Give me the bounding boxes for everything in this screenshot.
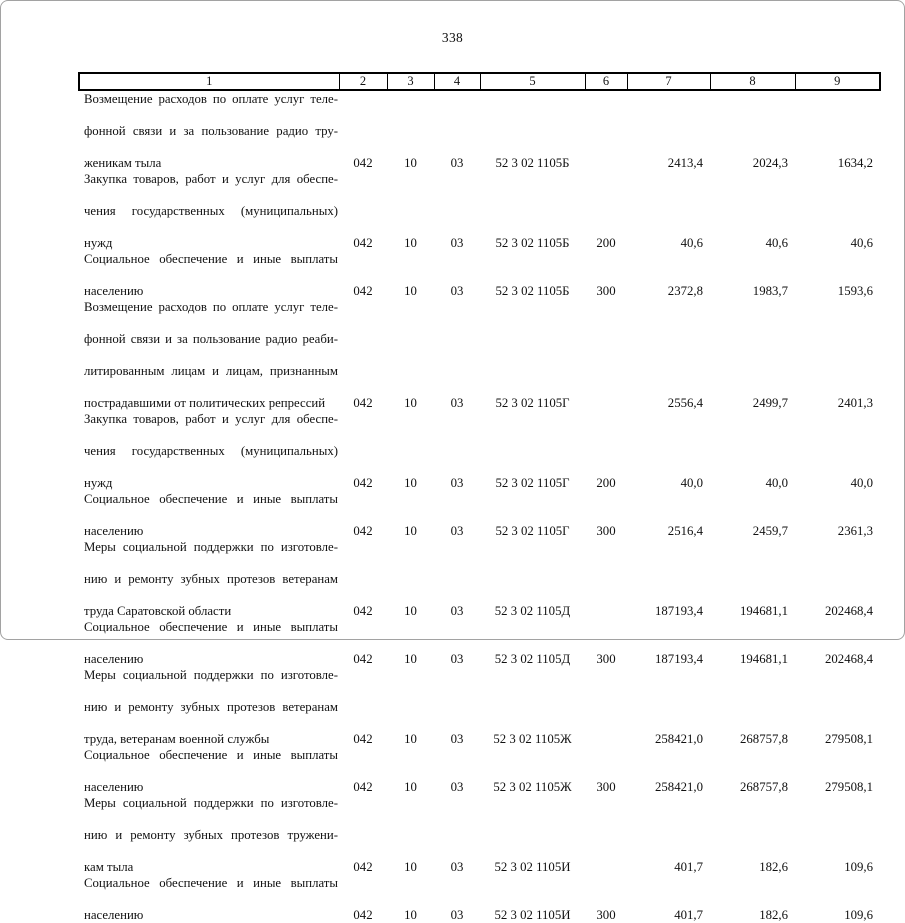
row-description [79,90,339,171]
cell-col-8: 2459,7 [752,524,788,538]
cell-col-5: 52 3 02 1105И [494,908,571,922]
description-line: нию и ремонту зубных протезов тружени- [84,828,338,842]
cell-col-2: 042 [353,652,373,666]
cell-col-8: 182,6 [759,860,788,874]
description-line: труда Саратовской области [84,604,232,618]
description-line: населению [84,652,144,666]
description-line: нию и ремонту зубных протезов ветеранам [84,700,338,714]
cell-col-2: 042 [353,236,373,250]
cell-col-3: 10 [404,236,417,250]
cell-col-6 [585,667,627,747]
cell-col-4: 03 [450,156,464,170]
table-header-row [79,73,880,90]
cell-col-4: 03 [450,236,464,250]
cell-col-9: 109,6 [844,908,873,922]
cell-col-7: 187193,4 [655,604,703,618]
cell-col-4: 03 [450,908,464,922]
row-description [79,795,339,875]
cell-col-8: 2499,7 [752,396,788,410]
description-line: нужд [84,236,113,250]
cell-col-4: 03 [450,476,464,490]
cell-col-3: 10 [404,476,417,490]
table-row [79,90,880,171]
cell-col-9: 2401,3 [837,396,873,410]
description-line: Социальное обеспечение и иные выплаты [84,252,338,266]
column-header-6: 6 [585,73,627,90]
description-line: Меры социальной поддержки по изготовле- [84,540,338,554]
description-line: женикам тыла [84,156,162,170]
cell-col-4: 03 [450,732,464,746]
description-line: фонной связи и за пользование радио тру- [84,124,338,138]
row-description [79,171,339,251]
column-header-8: 8 [710,73,795,90]
cell-col-6: 200 [596,476,616,490]
cell-col-7: 258421,0 [655,732,703,746]
table-row [79,491,880,539]
description-line: нию и ремонту зубных протезов ветеранам [84,572,338,586]
description-line: населению [84,780,144,794]
cell-col-9: 202468,4 [825,652,873,666]
cell-col-9: 40,6 [850,236,873,250]
column-header-1: 1 [79,73,339,90]
cell-col-7: 2372,8 [667,284,703,298]
cell-col-7: 401,7 [674,908,703,922]
cell-col-8: 194681,1 [740,652,788,666]
cell-col-7: 2556,4 [667,396,703,410]
description-line: Закупка товаров, работ и услуг для обеспе- [84,172,338,186]
cell-col-4: 03 [450,652,464,666]
cell-col-9: 109,6 [844,860,873,874]
cell-col-6 [585,539,627,619]
column-header-7: 7 [627,73,710,90]
description-line: Возмещение расходов по оплате услуг теле- [84,300,338,314]
description-line: Социальное обеспечение и иные выплаты [84,876,338,890]
row-description [79,619,339,667]
table-row [79,619,880,667]
description-line: Закупка товаров, работ и услуг для обеспе- [84,412,338,426]
row-description [79,299,339,411]
cell-col-5: 52 3 02 1105Б [495,284,570,298]
row-description [79,667,339,747]
table-row [79,251,880,299]
cell-col-8: 268757,8 [740,732,788,746]
cell-col-5: 52 3 02 1105Г [495,396,570,410]
column-header-2: 2 [339,73,387,90]
description-line: фонной связи и за пользование радио реаби- [84,332,338,346]
cell-col-3: 10 [404,908,417,922]
cell-col-5: 52 3 02 1105Б [495,156,570,170]
cell-col-2: 042 [353,908,373,922]
row-description [79,747,339,795]
column-header-3: 3 [387,73,434,90]
cell-col-3: 10 [404,732,417,746]
table-row [79,667,880,747]
cell-col-6: 200 [596,236,616,250]
cell-col-9: 1634,2 [837,156,873,170]
cell-col-7: 40,0 [680,476,703,490]
cell-col-8: 182,6 [759,908,788,922]
page-number: 338 [441,30,464,45]
cell-col-4: 03 [450,604,464,618]
description-line: чения государственных (муниципальных) [84,204,338,218]
table-row [79,795,880,875]
cell-col-6 [585,299,627,411]
cell-col-2: 042 [353,396,373,410]
cell-col-2: 042 [353,604,373,618]
description-line: Возмещение расходов по оплате услуг теле- [84,92,338,106]
description-line: труда, ветеранам военной службы [84,732,270,746]
row-description [79,539,339,619]
cell-col-8: 1983,7 [752,284,788,298]
cell-col-2: 042 [353,732,373,746]
cell-col-7: 187193,4 [655,652,703,666]
cell-col-7: 258421,0 [655,780,703,794]
cell-col-9: 40,0 [850,476,873,490]
cell-col-3: 10 [404,396,417,410]
description-line: Социальное обеспечение и иные выплаты [84,620,338,634]
cell-col-2: 042 [353,476,373,490]
description-line: кам тыла [84,860,134,874]
cell-col-9: 279508,1 [825,732,873,746]
cell-col-9: 2361,3 [837,524,873,538]
cell-col-2: 042 [353,524,373,538]
budget-table [78,72,881,923]
cell-col-5: 52 3 02 1105Г [495,476,570,490]
cell-col-7: 2413,4 [667,156,703,170]
cell-col-8: 194681,1 [740,604,788,618]
cell-col-3: 10 [404,780,417,794]
cell-col-4: 03 [450,860,464,874]
row-description [79,491,339,539]
row-description [79,251,339,299]
cell-col-2: 042 [353,156,373,170]
table-row [79,411,880,491]
description-line: Социальное обеспечение и иные выплаты [84,492,338,506]
cell-col-5: 52 3 02 1105И [494,860,571,874]
cell-col-5: 52 3 02 1105Г [495,524,570,538]
description-line: населению [84,284,144,298]
column-header-9: 9 [795,73,880,90]
cell-col-2: 042 [353,860,373,874]
cell-col-3: 10 [404,524,417,538]
description-line: пострадавшими от политических репрессий [84,396,326,410]
cell-col-3: 10 [404,604,417,618]
cell-col-4: 03 [450,396,464,410]
table-row [79,171,880,251]
cell-col-4: 03 [450,780,464,794]
table-row [79,299,880,411]
cell-col-5: 52 3 02 1105Ж [493,732,572,746]
cell-col-9: 279508,1 [825,780,873,794]
description-line: литированным лицам и лицам, признанным [84,364,338,378]
cell-col-6: 300 [596,284,616,298]
cell-col-6: 300 [596,780,616,794]
cell-col-5: 52 3 02 1105Б [495,236,570,250]
cell-col-8: 2024,3 [752,156,788,170]
cell-col-3: 10 [404,652,417,666]
cell-col-5: 52 3 02 1105Д [494,652,571,666]
cell-col-3: 10 [404,156,417,170]
table-row [79,539,880,619]
cell-col-4: 03 [450,284,464,298]
cell-col-6 [585,90,627,171]
cell-col-8: 268757,8 [740,780,788,794]
description-line: нужд [84,476,113,490]
description-line: населению [84,908,144,922]
cell-col-8: 40,0 [765,476,788,490]
cell-col-6: 300 [596,524,616,538]
column-header-4: 4 [434,73,480,90]
cell-col-4: 03 [450,524,464,538]
cell-col-7: 40,6 [680,236,703,250]
cell-col-6: 300 [596,908,616,922]
description-line: чения государственных (муниципальных) [84,444,338,458]
cell-col-7: 401,7 [674,860,703,874]
description-line: Меры социальной поддержки по изготовле- [84,796,338,810]
cell-col-3: 10 [404,284,417,298]
cell-col-6 [585,795,627,875]
cell-col-3: 10 [404,860,417,874]
row-description [79,411,339,491]
cell-col-6: 300 [596,652,616,666]
cell-col-5: 52 3 02 1105Д [494,604,571,618]
description-line: Меры социальной поддержки по изготовле- [84,668,338,682]
row-description [79,875,339,923]
cell-col-5: 52 3 02 1105Ж [493,780,572,794]
table-row [79,875,880,923]
cell-col-8: 40,6 [765,236,788,250]
cell-col-7: 2516,4 [667,524,703,538]
cell-col-2: 042 [353,284,373,298]
column-header-5: 5 [480,73,585,90]
table-row [79,747,880,795]
cell-col-9: 1593,6 [837,284,873,298]
cell-col-2: 042 [353,780,373,794]
description-line: Социальное обеспечение и иные выплаты [84,748,338,762]
cell-col-9: 202468,4 [825,604,873,618]
description-line: населению [84,524,144,538]
